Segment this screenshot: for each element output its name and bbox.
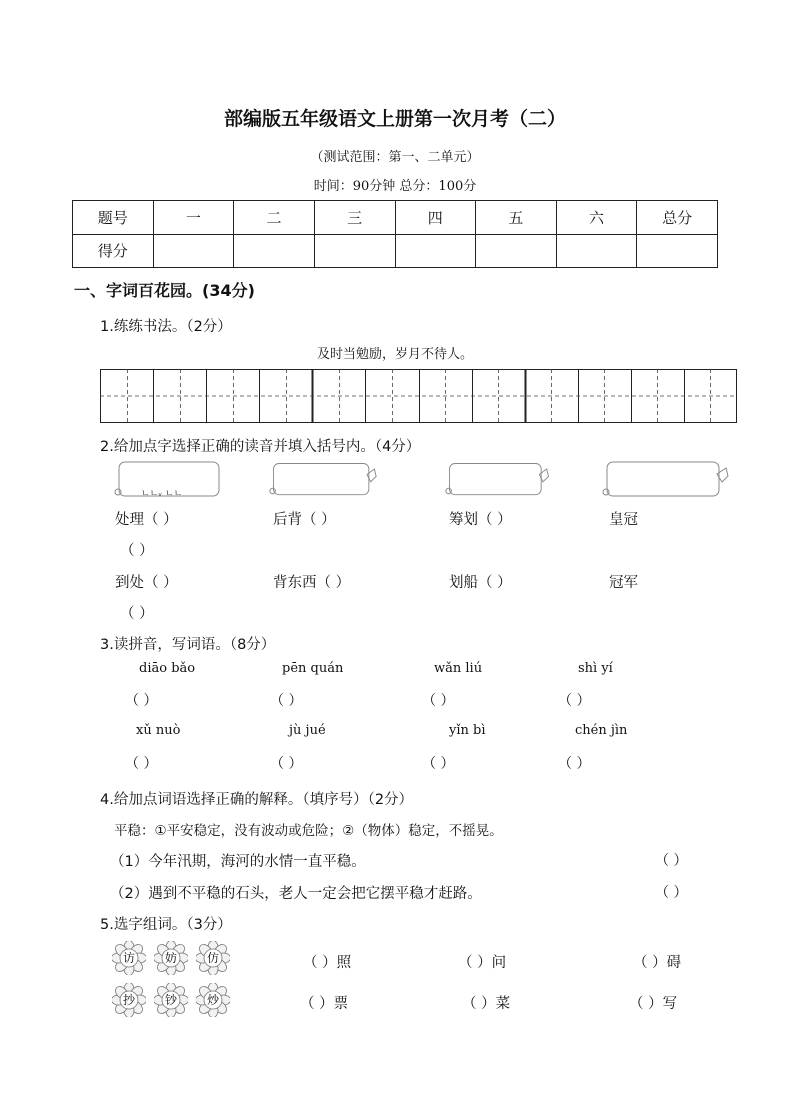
flower-char: 仿 xyxy=(196,941,230,975)
pinyin: chén jìn xyxy=(575,723,628,738)
pinyin: pēn quán xyxy=(282,661,344,676)
header-cell: 三 xyxy=(314,201,395,235)
compound-word-item: （ ）碍 xyxy=(633,955,682,971)
score-cell[interactable] xyxy=(395,234,476,268)
score-cell[interactable] xyxy=(556,234,637,268)
header-cell: 一 xyxy=(153,201,234,235)
header-cell: 题号 xyxy=(73,201,154,235)
flower-char: 炒 xyxy=(196,983,230,1017)
answer-blank[interactable]: （ ） xyxy=(558,756,591,772)
pinyin: xǔ nuò xyxy=(136,723,181,738)
question-5-title: 5.选字组词。（3分） xyxy=(100,917,232,933)
answer-blank[interactable]: （ ） xyxy=(125,756,158,772)
score-cell[interactable] xyxy=(637,234,718,268)
answer-blank[interactable]: （ ） xyxy=(422,756,455,772)
pinyin: shì yí xyxy=(578,661,613,676)
header-cell: 四 xyxy=(395,201,476,235)
score-table-score-row xyxy=(73,234,718,268)
question-4-title: 4.给加点词语选择正确的解释。（填序号）（2分） xyxy=(100,792,414,808)
score-cell[interactable] xyxy=(476,234,557,268)
header-cell: 二 xyxy=(234,201,315,235)
page-title: 部编版五年级语文上册第一次月考（二） xyxy=(223,108,566,130)
score-cell[interactable] xyxy=(234,234,315,268)
flower-char: 访 xyxy=(112,941,146,975)
score-table-header-row xyxy=(73,201,718,235)
word-item: 划船（ ） xyxy=(449,575,512,591)
word-item-wrap: （ ） xyxy=(120,543,154,559)
word-item: 处理（ ） xyxy=(115,512,178,528)
answer-bubble[interactable] xyxy=(268,460,378,500)
answer-blank[interactable]: （ ） xyxy=(270,693,303,709)
word-item-wrap: （ ） xyxy=(120,606,154,622)
header-cell: 总分 xyxy=(637,201,718,235)
score-cell[interactable] xyxy=(314,234,395,268)
word-item: 皇冠 xyxy=(609,512,638,528)
flower-char: 抄 xyxy=(112,983,146,1017)
answer-blank[interactable]: （ ） xyxy=(655,885,688,901)
header-cell: 六 xyxy=(556,201,637,235)
time-and-total: 时间：90分钟 总分：100分 xyxy=(313,179,477,194)
answer-blank[interactable]: （ ） xyxy=(422,693,455,709)
sentence-item: （2）遇到不平稳的石头，老人一定会把它摆平稳才赶路。 xyxy=(110,886,482,902)
question-2-title: 2.给加点字选择正确的读音并填入括号内。（4分） xyxy=(100,439,421,455)
score-cell[interactable] xyxy=(153,234,234,268)
answer-blank[interactable]: （ ） xyxy=(558,693,591,709)
question-1-title: 1.练练书法。（2分） xyxy=(100,319,232,335)
compound-word-item: （ ）问 xyxy=(458,955,507,971)
flower-char: 钞 xyxy=(154,983,188,1017)
word-item: 筹划（ ） xyxy=(449,512,512,528)
word-item: 冠军 xyxy=(609,575,638,591)
svg-text:ㄴㄴᵥ ㄴㄴ: ㄴㄴᵥ ㄴㄴ xyxy=(141,489,183,499)
answer-bubble[interactable] xyxy=(113,460,223,500)
sentence-item: （1）今年汛期，海河的水情一直平稳。 xyxy=(110,854,366,870)
word-item: 后背（ ） xyxy=(273,512,336,528)
compound-word-item: （ ）照 xyxy=(303,955,352,971)
pinyin: yǐn bì xyxy=(449,723,486,738)
header-cell: 五 xyxy=(476,201,557,235)
answer-blank[interactable]: （ ） xyxy=(270,756,303,772)
word-definition: 平稳：①平安稳定，没有波动或危险；②（物体）稳定，不摇晃。 xyxy=(114,823,503,839)
pinyin: wǎn liú xyxy=(434,661,483,676)
answer-bubble[interactable] xyxy=(601,460,736,500)
score-table xyxy=(72,200,718,268)
answer-blank[interactable]: （ ） xyxy=(125,693,158,709)
test-scope: （测试范围：第一、二单元） xyxy=(310,150,480,165)
compound-word-item: （ ）票 xyxy=(300,996,349,1012)
flower-char: 妨 xyxy=(154,941,188,975)
compound-word-item: （ ）菜 xyxy=(462,996,511,1012)
word-item: 到处（ ） xyxy=(115,575,178,591)
word-item: 背东西（ ） xyxy=(273,575,351,591)
calligraphy-grid[interactable] xyxy=(100,369,737,423)
score-row-label: 得分 xyxy=(73,234,154,268)
question-3-title: 3.读拼音，写词语。（8分） xyxy=(100,637,276,653)
answer-bubble[interactable] xyxy=(444,460,554,500)
pinyin: jù jué xyxy=(289,723,326,738)
answer-blank[interactable]: （ ） xyxy=(655,853,688,869)
pinyin: diāo bǎo xyxy=(139,661,196,676)
compound-word-item: （ ）写 xyxy=(629,996,678,1012)
section-heading: 一、字词百花园。(34分) xyxy=(74,281,255,300)
calligraphy-sentence: 及时当勉励，岁月不待人。 xyxy=(316,347,473,362)
